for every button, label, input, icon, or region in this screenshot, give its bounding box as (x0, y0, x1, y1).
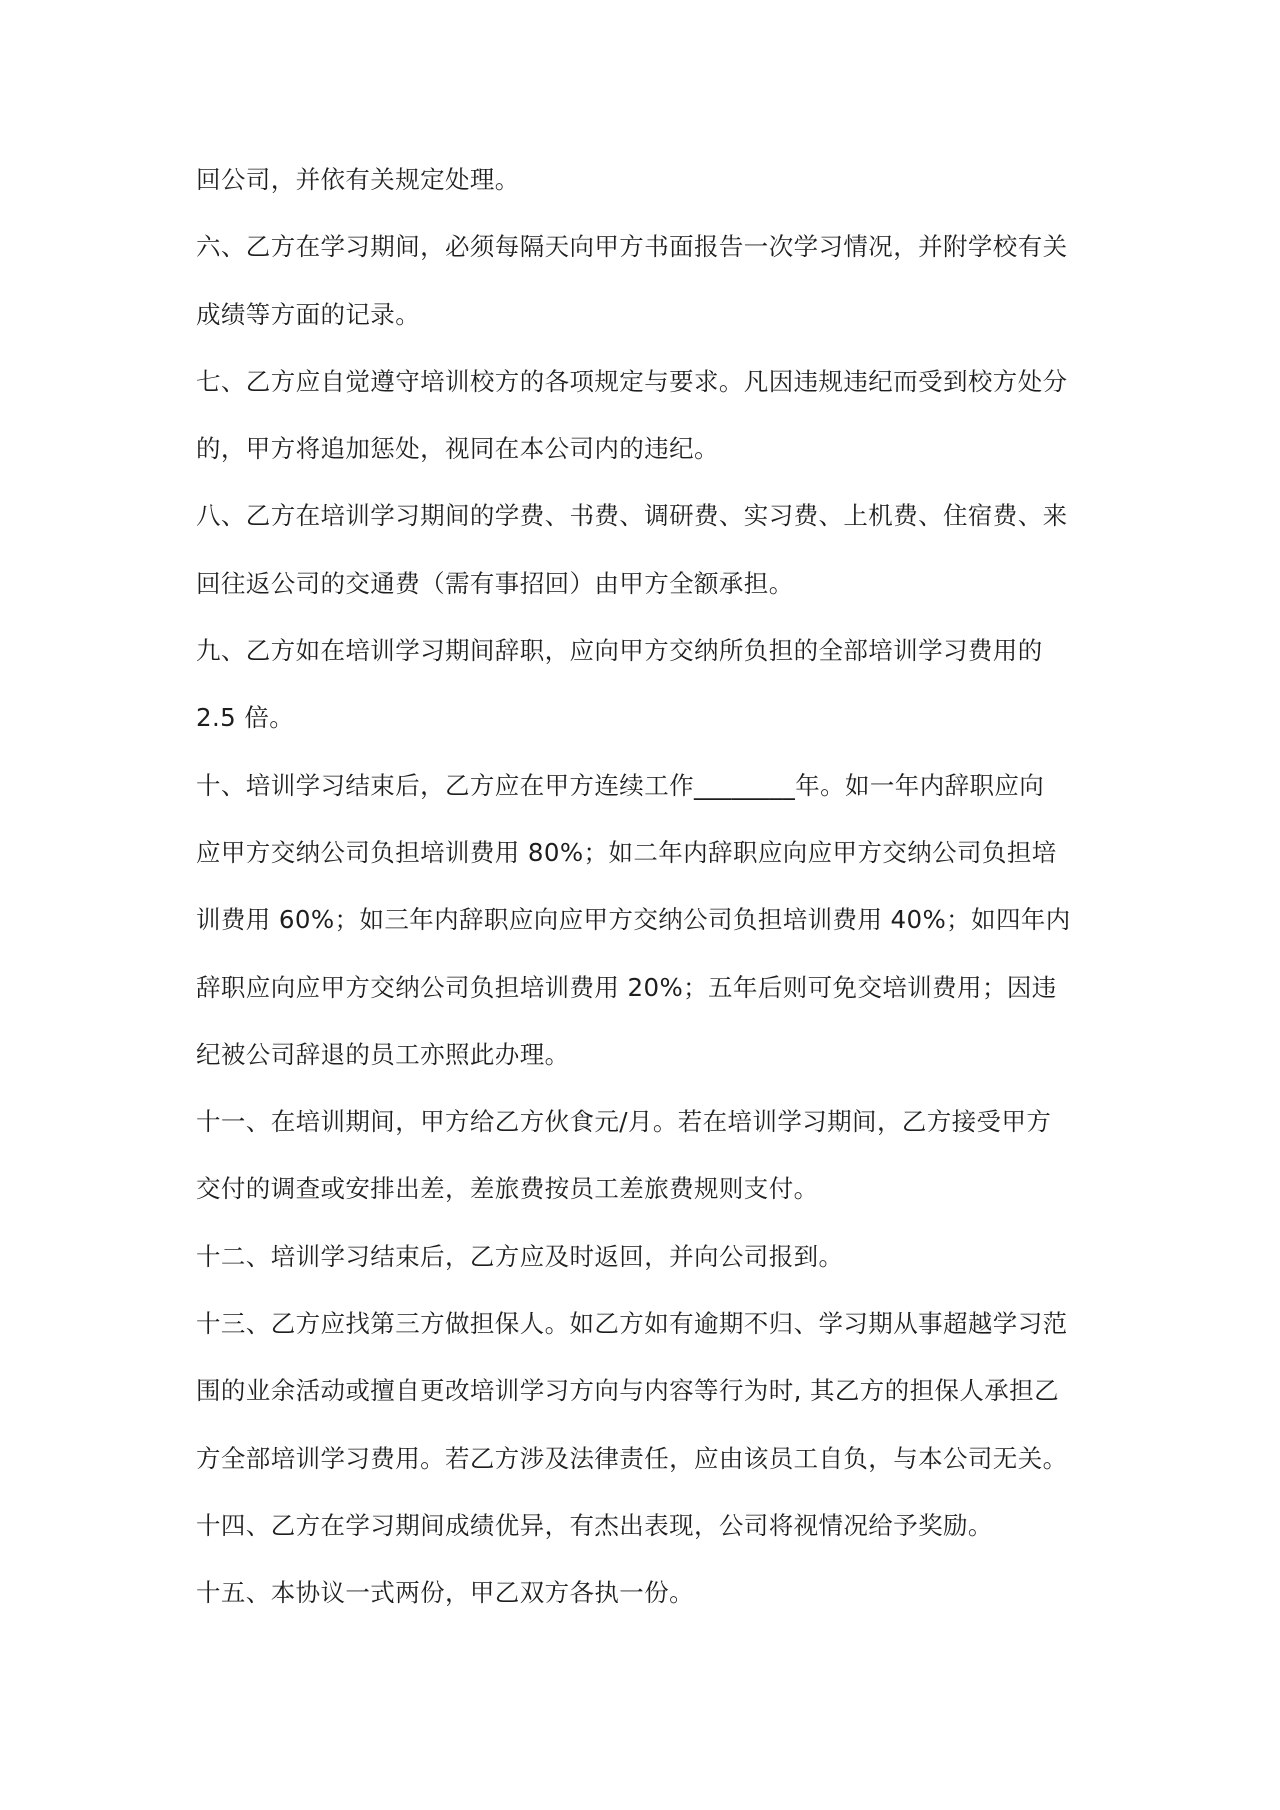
text-line: 回公司，并依有关规定处理。 (196, 165, 520, 194)
clause-14 (196, 1511, 1096, 1578)
text-line: 八、乙方在培训学习期间的学费、书费、调研费、实习费、上机费、住宿费、来 (196, 501, 1068, 531)
text-line: 十、培训学习结束后，乙方应在甲方连续工作________年。如一年内辞职应向 (196, 770, 1045, 800)
text-line: 十一、在培训期间，甲方给乙方伙食元/月。若在培训学习期间，乙方接受甲方 (196, 1107, 1052, 1137)
clause-13 (196, 1309, 1096, 1511)
text-line: 辞职应向应甲方交纳公司负担培训费用 20%；五年后则可免交培训费用；因违 (196, 972, 1057, 1002)
clause-9 (196, 636, 1096, 771)
text-line: 应甲方交纳公司负担培训费用 80%；如二年内辞职应向应甲方交纳公司负担培 (196, 837, 1057, 867)
text-line: 十四、乙方在学习期间成绩优异，有杰出表现，公司将视情况给予奖励。 (196, 1510, 993, 1540)
text-line: 成绩等方面的记录。 (196, 299, 421, 329)
text-line: 训费用 60%；如三年内辞职应向应甲方交纳公司负担培训费用 40%；如四年内 (196, 905, 1071, 935)
clause-8 (196, 501, 1096, 636)
clause-12 (196, 1242, 1096, 1309)
text-line: 方全部培训学习费用。若乙方涉及法律责任，应由该员工自负，与本公司无关。 (196, 1443, 1068, 1473)
clause-7 (196, 367, 1096, 502)
text-line: 十三、乙方应找第三方做担保人。如乙方如有逾期不归、学习期从事超越学习范 (196, 1309, 1068, 1339)
text-line: 七、乙方应自觉遵守培训校方的各项规定与要求。凡因违规违纪而受到校方处分 (196, 366, 1068, 396)
text-line: 回往返公司的交通费（需有事招回）由甲方全额承担。 (196, 568, 794, 598)
text-line: 纪被公司辞退的员工亦照此办理。 (196, 1039, 570, 1069)
text-line: 十五、本协议一式两份，甲乙双方各执一份。 (196, 1578, 694, 1608)
text-line: 十二、培训学习结束后，乙方应及时返回，并向公司报到。 (196, 1241, 844, 1271)
text-line: 九、乙方如在培训学习期间辞职，应向甲方交纳所负担的全部培训学习费用的 (196, 636, 1043, 666)
document-body (196, 165, 1096, 1646)
clause-15 (196, 1578, 1096, 1645)
clause-11 (196, 1107, 1096, 1242)
clause-5-continuation (196, 165, 1096, 232)
clause-10 (196, 771, 1096, 1107)
text-line: 围的业余活动或擅自更改培训学习方向与内容等行为时, 其乙方的担保人承担乙 (196, 1376, 1059, 1406)
clause-6 (196, 232, 1096, 367)
text-line: 六、乙方在学习期间，必须每隔天向甲方书面报告一次学习情况，并附学校有关 (196, 232, 1068, 262)
text-line: 2.5 倍。 (196, 703, 295, 733)
text-line: 交付的调查或安排出差，差旅费按员工差旅费规则支付。 (196, 1174, 819, 1204)
text-line: 的，甲方将追加惩处，视同在本公司内的违纪。 (196, 434, 719, 464)
